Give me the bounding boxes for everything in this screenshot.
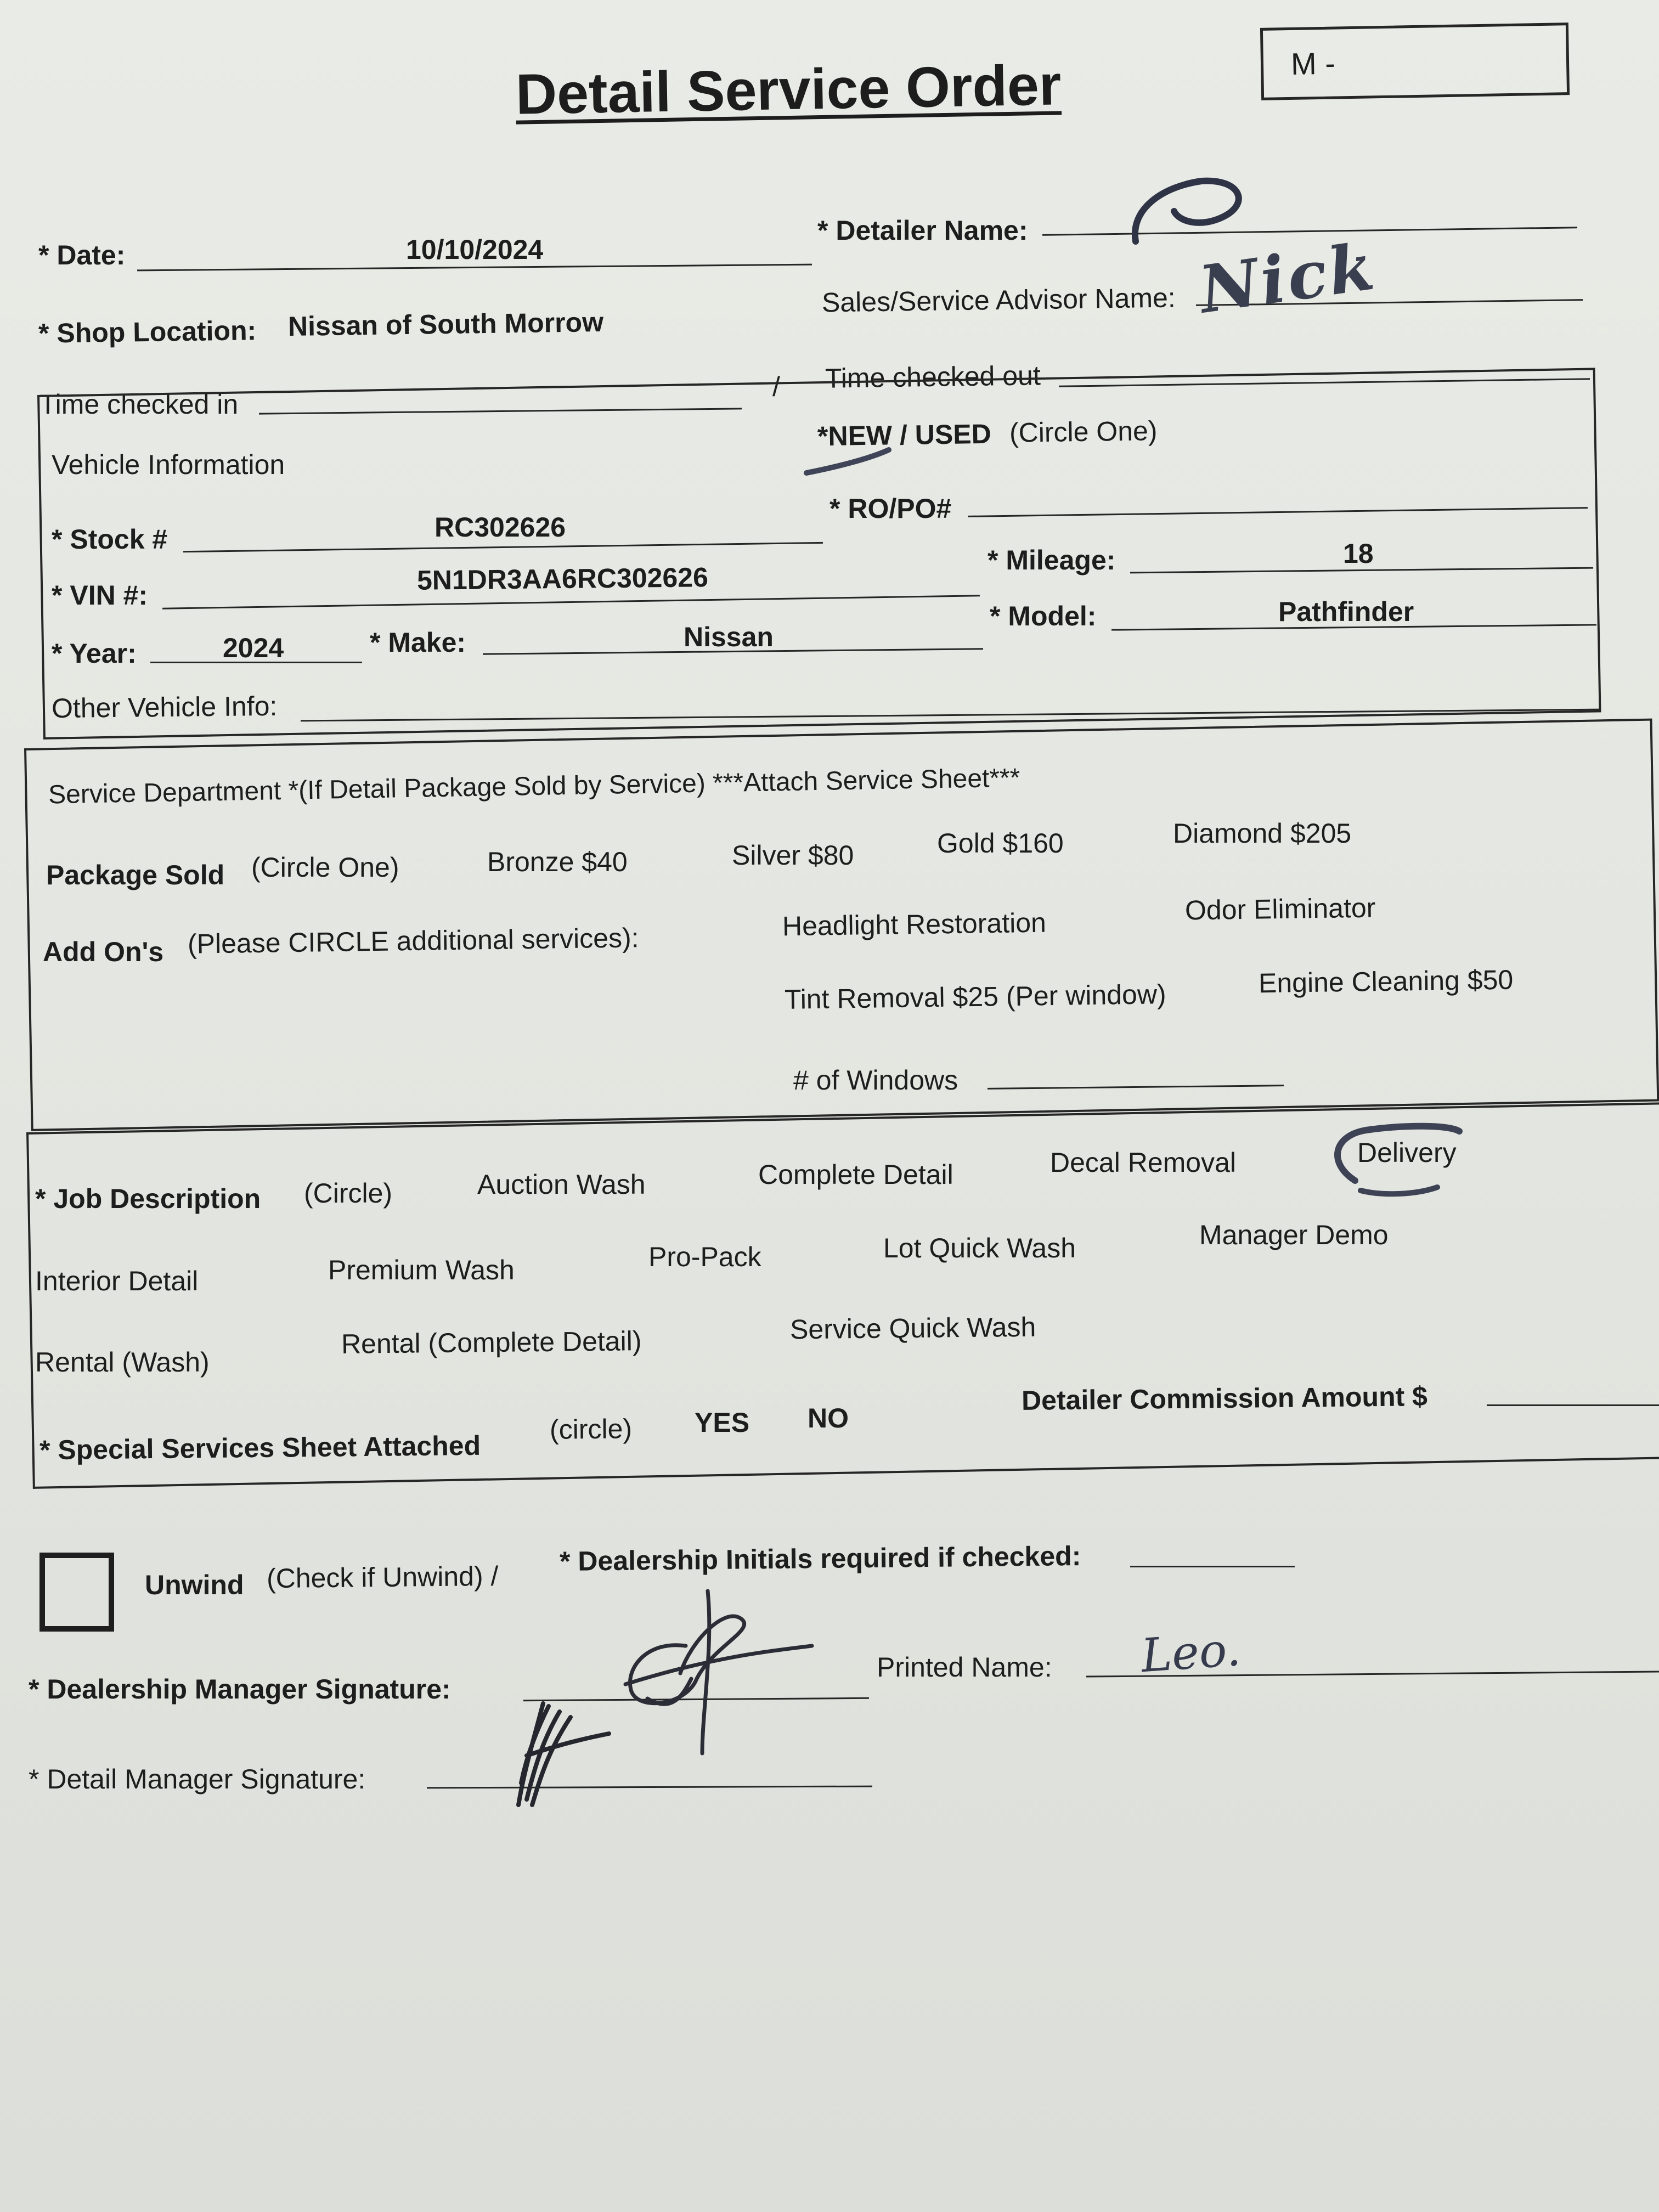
addons-hint: (Please CIRCLE additional services): xyxy=(187,922,639,960)
job-description-hint: (Circle) xyxy=(304,1178,393,1209)
job-premium-wash[interactable]: Premium Wash xyxy=(328,1255,515,1285)
detailer-name-label: * Detailer Name: xyxy=(817,215,1028,246)
stock-label: * Stock # xyxy=(52,524,168,555)
new-used-hint: (Circle One) xyxy=(1009,415,1158,448)
job-decal-removal[interactable]: Decal Removal xyxy=(1050,1147,1237,1178)
job-rental-complete[interactable]: Rental (Complete Detail) xyxy=(341,1325,642,1359)
unwind-checkbox[interactable] xyxy=(40,1553,114,1632)
stock-value: RC302626 xyxy=(435,512,566,543)
commission-line[interactable] xyxy=(1487,1404,1659,1406)
date-label: * Date: xyxy=(38,240,126,270)
job-interior-detail[interactable]: Interior Detail xyxy=(35,1266,199,1296)
special-yes-option[interactable]: YES xyxy=(695,1407,750,1438)
unwind-initials-line[interactable] xyxy=(1130,1566,1295,1567)
dealership-manager-line[interactable] xyxy=(523,1697,869,1701)
date-value: 10/10/2024 xyxy=(406,234,544,265)
shop-location-value: Nissan of South Morrow xyxy=(287,306,604,342)
printed-name-label: Printed Name: xyxy=(877,1652,1052,1683)
model-value: Pathfinder xyxy=(1278,596,1414,627)
windows-label: # of Windows xyxy=(793,1065,958,1096)
package-diamond[interactable]: Diamond $205 xyxy=(1173,818,1352,849)
package-hint: (Circle One) xyxy=(251,852,399,883)
sales-advisor-label: Sales/Service Advisor Name: xyxy=(821,282,1176,318)
job-pro-pack[interactable]: Pro-Pack xyxy=(648,1242,761,1272)
package-label: Package Sold xyxy=(46,860,225,890)
special-services-label: * Special Services Sheet Attached xyxy=(39,1430,481,1466)
package-bronze[interactable]: Bronze $40 xyxy=(487,847,628,877)
time-out-label: Time checked out xyxy=(825,360,1041,394)
mileage-value: 18 xyxy=(1343,538,1374,569)
unwind-hint: (Check if Unwind) / xyxy=(266,1560,499,1594)
job-delivery[interactable]: Delivery xyxy=(1357,1137,1457,1168)
job-service-quick-wash[interactable]: Service Quick Wash xyxy=(789,1311,1036,1345)
year-label: * Year: xyxy=(52,638,137,669)
dealership-manager-label: * Dealership Manager Signature: xyxy=(29,1674,451,1705)
job-auction-wash[interactable]: Auction Wash xyxy=(477,1169,646,1200)
order-number-prefix: M - xyxy=(1290,46,1336,81)
job-description-label: * Job Description xyxy=(35,1183,261,1214)
commission-label: Detailer Commission Amount $ xyxy=(1021,1381,1428,1416)
service-dept-header: Service Department *(If Detail Package Sold by Service) ***Attach Service Sheet*** xyxy=(48,763,1020,810)
page-title: Detail Service Order xyxy=(515,53,1062,127)
new-used-label: *NEW / USED xyxy=(817,418,992,452)
addon-engine[interactable]: Engine Cleaning $50 xyxy=(1258,964,1514,999)
mileage-label: * Mileage: xyxy=(988,545,1116,575)
time-slash: / xyxy=(772,371,780,402)
addon-odor[interactable]: Odor Eliminator xyxy=(1184,892,1376,926)
detailer-name-line[interactable] xyxy=(1042,227,1577,236)
addon-tint[interactable]: Tint Removal $25 (Per window) xyxy=(784,979,1166,1015)
vin-label: * VIN #: xyxy=(52,580,148,611)
time-in-label: Time checked in xyxy=(40,389,239,420)
addon-headlight[interactable]: Headlight Restoration xyxy=(782,907,1047,942)
order-number-box[interactable] xyxy=(1260,22,1570,100)
special-services-hint: (circle) xyxy=(549,1413,633,1445)
other-info-label: Other Vehicle Info: xyxy=(51,690,278,724)
job-complete-detail[interactable]: Complete Detail xyxy=(758,1159,953,1190)
ro-po-label: * RO/PO# xyxy=(830,493,952,524)
unwind-label: Unwind xyxy=(145,1570,244,1600)
special-no-option[interactable]: NO xyxy=(808,1403,849,1434)
vehicle-info-label: Vehicle Information xyxy=(52,449,285,480)
detail-manager-signature xyxy=(518,1703,609,1805)
job-manager-demo[interactable]: Manager Demo xyxy=(1199,1220,1389,1250)
job-lot-quick-wash[interactable]: Lot Quick Wash xyxy=(883,1233,1076,1263)
package-gold[interactable]: Gold $160 xyxy=(937,828,1064,859)
sales-advisor-handwritten: Nick xyxy=(1194,228,1381,328)
detail-manager-label: * Detail Manager Signature: xyxy=(29,1764,366,1795)
package-silver[interactable]: Silver $80 xyxy=(732,840,854,871)
unwind-initials-label: * Dealership Initials required if checked: xyxy=(559,1541,1081,1577)
make-label: * Make: xyxy=(370,627,466,658)
printed-name-handwritten: Leo. xyxy=(1139,1622,1243,1683)
dealership-manager-signature xyxy=(625,1591,812,1753)
make-value: Nissan xyxy=(684,622,774,652)
vin-value: 5N1DR3AA6RC302626 xyxy=(416,562,709,596)
addons-label: Add On's xyxy=(43,936,164,967)
year-value: 2024 xyxy=(223,633,284,663)
model-label: * Model: xyxy=(990,601,1097,631)
detail-manager-line[interactable] xyxy=(427,1786,872,1789)
job-rental-wash[interactable]: Rental (Wash) xyxy=(35,1347,210,1378)
shop-location-label: * Shop Location: xyxy=(38,315,257,349)
